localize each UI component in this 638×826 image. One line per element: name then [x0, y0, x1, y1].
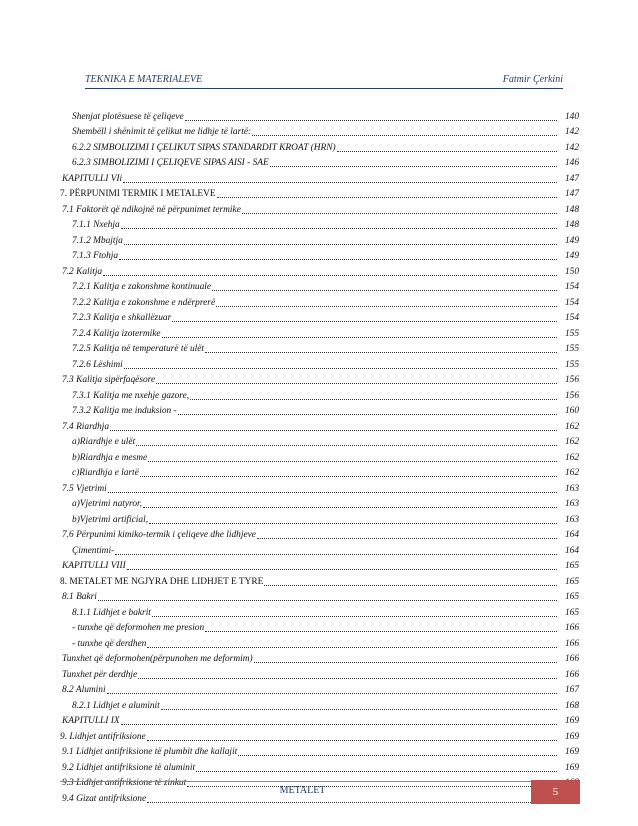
toc-entry[interactable] [60, 154, 579, 170]
toc-entry-title: 9.1 Lidhjet antifriksione të plumbit dhe kallajit [62, 747, 238, 757]
toc-dot-leader [98, 592, 557, 601]
toc-entry-page: 149 [564, 251, 579, 261]
toc-entry[interactable] [60, 479, 579, 495]
toc-entry-title: b)Vjetrimi artificial, [72, 514, 149, 525]
toc-entry[interactable] [60, 433, 579, 449]
toc-entry-title: 7.3.1 Kalitja me nxehje gazore, [72, 390, 190, 401]
toc-entry-page: 155 [564, 359, 579, 370]
toc-entry-page: 165 [564, 561, 579, 571]
toc-entry[interactable] [60, 448, 579, 464]
toc-entry-title: KAPITULLI IX [62, 716, 120, 726]
toc-entry-page: 150 [564, 266, 579, 277]
toc-dot-leader [212, 282, 557, 291]
toc-entry-page: 154 [564, 297, 579, 308]
toc-entry-page: 142 [564, 127, 579, 137]
toc-entry-page: 166 [564, 669, 579, 680]
toc-dot-leader [124, 236, 557, 245]
toc-dot-leader [337, 143, 557, 152]
toc-entry-page: 163 [564, 499, 579, 509]
toc-entry-title: 7.2 Kalitja [62, 266, 103, 277]
toc-entry-title: a)Riardhje e ulët [72, 437, 136, 447]
toc-entry[interactable] [60, 572, 579, 588]
toc-dot-leader [172, 313, 557, 322]
toc-entry[interactable] [60, 603, 579, 619]
toc-entry[interactable] [60, 169, 579, 185]
toc-entry-page: 146 [564, 158, 579, 168]
toc-entry[interactable] [60, 185, 579, 201]
toc-entry-title: 7.2.6 Lëshimi [72, 359, 123, 370]
toc-dot-leader [147, 639, 557, 648]
footer-rule [60, 781, 580, 782]
toc-entry-title: 7.1.1 Nxehja [72, 220, 120, 230]
toc-dot-leader [205, 344, 557, 353]
toc-entry-title: Shenjat plotësuese të çeliqeve [72, 111, 184, 122]
toc-entry-title: 7.4 Riardhja [62, 421, 110, 432]
toc-entry-title: 8.2.1 Lidhjet e aluminit [72, 700, 160, 711]
toc-dot-leader [123, 174, 557, 183]
toc-dot-leader [136, 437, 557, 446]
toc-entry[interactable] [60, 681, 579, 697]
toc-dot-leader [242, 205, 557, 214]
toc-entry-title: 7.6 Përpunimi kimiko-termik i çeliqeve dhe lidhjeve [62, 530, 256, 540]
toc-entry[interactable] [60, 495, 579, 511]
toc-entry-page: 155 [564, 328, 579, 339]
toc-dot-leader [108, 484, 557, 493]
toc-dot-leader [127, 561, 557, 570]
toc-entry-title: 7.1.3 Ftohja [72, 251, 119, 261]
toc-dot-leader [143, 499, 557, 508]
toc-entry[interactable] [60, 386, 579, 402]
toc-entry[interactable] [60, 262, 579, 278]
toc-dot-leader [148, 453, 557, 462]
toc-entry-title: 7.3.2 Kalitja me induksion - [72, 406, 177, 416]
toc-dot-leader [152, 608, 557, 617]
toc-entry-title: - tunxhe që derdhen [72, 638, 147, 649]
toc-entry-title: 9.2 Lidhjet antifriksione të aluminit [62, 762, 196, 773]
toc-dot-leader [119, 251, 557, 260]
toc-entry-page: 166 [564, 638, 579, 649]
toc-entry[interactable] [60, 340, 579, 356]
toc-entry-title: 7.2.3 Kalitja e shkallëzuar [72, 313, 172, 323]
toc-dot-leader [216, 298, 557, 307]
toc-entry[interactable] [60, 138, 579, 154]
toc-dot-leader [110, 422, 557, 431]
toc-entry-title: Çimentimi- [72, 545, 115, 556]
toc-entry[interactable] [60, 712, 579, 728]
toc-entry[interactable] [60, 247, 579, 263]
toc-dot-leader [103, 267, 557, 276]
table-of-contents [60, 107, 579, 805]
toc-entry-title: b)Riardhja e mesme [72, 452, 148, 463]
footer-section-title: METALET [279, 785, 326, 796]
toc-entry-page: 166 [564, 623, 579, 633]
toc-entry[interactable] [60, 309, 579, 325]
toc-dot-leader [138, 670, 557, 679]
toc-entry-page: 148 [564, 204, 579, 215]
toc-entry-page: 165 [564, 592, 579, 602]
toc-dot-leader [115, 546, 557, 555]
toc-dot-leader [270, 158, 557, 167]
toc-entry[interactable] [60, 758, 579, 774]
toc-entry-page: 164 [564, 530, 579, 540]
toc-entry-title: Tunxhet për derdhje [62, 669, 138, 680]
toc-entry-page: 155 [564, 344, 579, 354]
toc-entry-title: 9.3 Lidhjet antifriksione të zinkut [62, 778, 187, 788]
toc-entry-page: 163 [564, 514, 579, 525]
toc-entry[interactable] [60, 727, 579, 743]
toc-entry-title: 9. Lidhjet antifriksione [60, 731, 146, 742]
toc-entry-page: 162 [564, 437, 579, 447]
toc-dot-leader [121, 220, 557, 229]
toc-dot-leader [149, 515, 557, 524]
toc-entry[interactable] [60, 123, 579, 139]
toc-entry-title: 7.1.2 Mbajtja [72, 235, 123, 246]
toc-entry-page: 156 [564, 390, 579, 401]
toc-entry-title: c)Riardhja e lartë [72, 468, 139, 478]
toc-entry-page: 165 [564, 607, 579, 618]
toc-entry[interactable] [60, 557, 579, 573]
toc-dot-leader [140, 468, 557, 477]
toc-entry-title: 8.2 Alumini [62, 685, 106, 695]
toc-entry-title: a)Vjetrimi natyror, [72, 499, 142, 509]
toc-entry-title: 7.1 Faktorët që ndikojnë në përpunimet termike [62, 204, 241, 215]
toc-entry-page: 166 [564, 654, 579, 664]
toc-entry-page: 165 [564, 576, 579, 587]
toc-entry[interactable] [60, 650, 579, 666]
toc-entry-title: 8.1 Bakri [62, 592, 97, 602]
toc-entry-page: 169 [564, 747, 579, 757]
toc-entry[interactable] [60, 696, 579, 712]
toc-entry-title: 6.2.3 SIMBOLIZIMI I ÇELIQEVE SIPAS AISI - SAE [72, 158, 269, 168]
toc-entry-title: Tunxhet që deformohen(përpunohen me deformim) [62, 654, 253, 664]
toc-entry[interactable] [60, 402, 579, 418]
toc-entry-title: 7.2.2 Kalitja e zakonshme e ndërprerë [72, 297, 216, 308]
toc-entry[interactable] [60, 619, 579, 635]
toc-dot-leader [264, 577, 557, 586]
toc-entry[interactable] [60, 526, 579, 542]
toc-dot-leader [124, 360, 557, 369]
toc-entry[interactable] [60, 324, 579, 340]
toc-entry-page: 162 [564, 468, 579, 478]
toc-dot-leader [156, 375, 557, 384]
toc-entry-page: 162 [564, 452, 579, 463]
toc-entry[interactable] [60, 355, 579, 371]
toc-dot-leader [257, 530, 557, 539]
toc-entry-title: Shembëll i shënimit të çelikut me lidhje të lartë: [72, 127, 252, 137]
toc-entry[interactable] [60, 634, 579, 650]
page-number: 5 [552, 786, 559, 798]
toc-entry-page: 164 [564, 545, 579, 556]
toc-entry[interactable] [60, 743, 579, 759]
header-author: Fatmir Çerkini [502, 74, 563, 85]
toc-entry-title: 7.3 Kalitja sipërfaqësore [62, 375, 156, 385]
toc-entry-page: 156 [564, 375, 579, 385]
toc-entry-title: 7.2.5 Kalitja në temperaturë të ulët [72, 344, 205, 354]
toc-entry-title: 8. METALET ME NGJYRA DHE LIDHJET E TYRE [60, 576, 264, 587]
toc-dot-leader [162, 329, 557, 338]
toc-dot-leader [161, 701, 557, 710]
toc-dot-leader [217, 189, 557, 198]
toc-entry-page: 163 [564, 483, 579, 494]
toc-dot-leader [254, 654, 557, 663]
toc-entry[interactable] [60, 588, 579, 604]
header-book-title: TEKNIKA E MATERIALEVE [85, 74, 203, 85]
toc-entry[interactable] [60, 231, 579, 247]
toc-entry-title: 9.4 Gizat antifriksione [62, 793, 147, 804]
toc-entry[interactable] [60, 107, 579, 123]
toc-entry-title: 6.2.2 SIMBOLIZIMI I ÇELIKUT SIPAS STANDARDIT KROAT (HRN) [72, 142, 336, 153]
toc-entry-page: 140 [564, 111, 579, 122]
toc-entry-page: 147 [564, 189, 579, 199]
toc-dot-leader [205, 623, 557, 632]
toc-entry[interactable] [60, 293, 579, 309]
toc-entry-page: 154 [564, 282, 579, 292]
toc-entry-title: - tunxhe që deformohen me presion [72, 623, 205, 633]
toc-entry[interactable] [60, 216, 579, 232]
toc-entry-page: 169 [564, 731, 579, 742]
page-number-box [531, 780, 580, 804]
toc-entry[interactable] [60, 541, 579, 557]
toc-dot-leader [147, 732, 557, 741]
toc-entry-page: 154 [564, 313, 579, 323]
toc-dot-leader [121, 716, 557, 725]
toc-entry[interactable] [60, 417, 579, 433]
toc-entry-title: KAPITULLI VIII [62, 561, 126, 571]
toc-dot-leader [190, 391, 557, 400]
toc-entry-page: 169 [564, 762, 579, 773]
toc-dot-leader [252, 127, 557, 136]
toc-entry-title: 7.5 Vjetrimi [62, 483, 107, 494]
toc-entry-page: 167 [564, 685, 579, 695]
toc-entry-title: KAPITULLI VIi [62, 173, 123, 184]
toc-entry-page: 169 [564, 716, 579, 726]
toc-entry[interactable] [60, 665, 579, 681]
toc-entry-page: 160 [564, 406, 579, 416]
toc-dot-leader [196, 763, 557, 772]
toc-entry-page: 149 [564, 235, 579, 246]
toc-entry-page: 147 [564, 173, 579, 184]
toc-entry[interactable] [60, 200, 579, 216]
toc-entry-title: 8.1.1 Lidhjet e bakrit [72, 607, 151, 618]
toc-dot-leader [238, 747, 557, 756]
header-rule [85, 88, 563, 89]
toc-entry[interactable] [60, 464, 579, 480]
toc-entry-title: 7.2.4 Kalitja izotermike [72, 328, 161, 339]
toc-dot-leader [185, 112, 557, 121]
toc-entry-page: 162 [564, 421, 579, 432]
toc-entry-page: 148 [564, 220, 579, 230]
toc-entry-title: 7. PËRPUNIMI TERMIK I METALEVE [60, 189, 216, 199]
toc-dot-leader [178, 406, 557, 415]
toc-dot-leader [107, 685, 557, 694]
toc-entry-page: 168 [564, 700, 579, 711]
toc-entry-page: 142 [564, 142, 579, 153]
toc-entry[interactable] [60, 371, 579, 387]
toc-entry-title: 7.2.1 Kalitja e zakonshme kontinuale [72, 282, 212, 292]
toc-entry[interactable] [60, 510, 579, 526]
toc-entry[interactable] [60, 278, 579, 294]
